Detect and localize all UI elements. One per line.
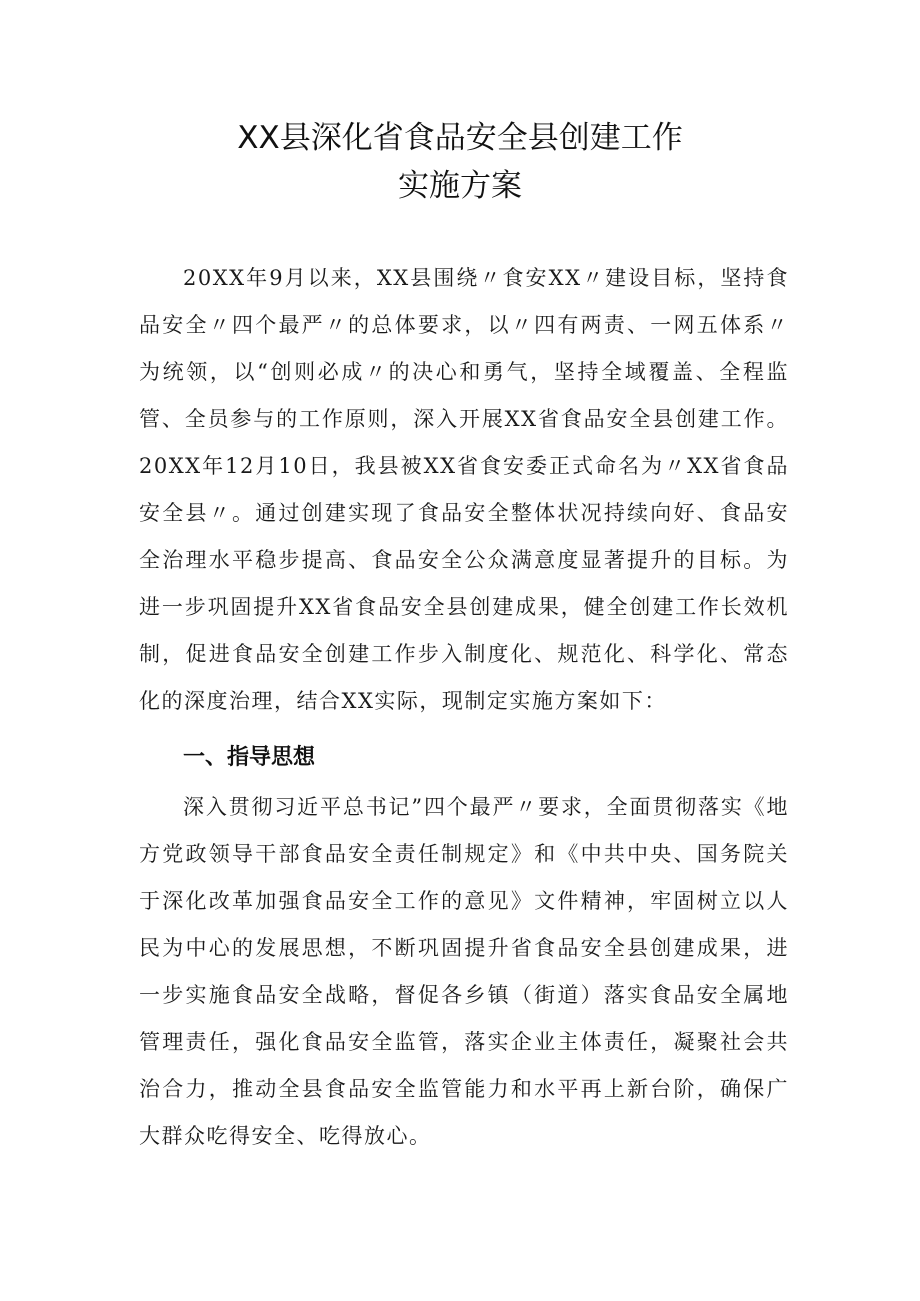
guiding-ideology-paragraph: 深入贯彻习近平总书记”四个最严〃要求，全面贯彻落实《地方党政领导干部食品安全责任制规定》和《中共中央、国务院关于深化改革加强食品安全工作的意见》文件精神，牢固树立以人民为中心的发展思想，不断巩固提升省食品安全县创建成果，进一步实施食品安全战略，督促各乡镇（街道）落实食品安全属地管理责任，强化食品安全监管，落实企业主体责任，凝聚社会共治合力，推动全县食品安全监管能力和水平再上新台阶，确保广大群众吃得安全、吃得放心。 [139, 795, 789, 1148]
document-title-line1: XX县深化省食品安全县创建工作 [237, 120, 683, 156]
document-title-line2: 实施方案 [398, 168, 522, 204]
intro-paragraph: 20XX年9月以来，XX县围绕〃食安XX〃建设目标，坚持食品安全〃四个最严〃的总体要求，以〃四有两责、一网五体系〃为统领，以“创则必成〃的决心和勇气，坚持全域覆盖、全程监管、全员参与的工作原则，深入开展XX省食品安全县创建工作。20XX年12月10日，我县被XX省食安委正式命名为〃XX省食品安全县〃。通过创建实现了食品安全整体状况持续向好、食品安全治理水平稳步提高、食品安全公众满意度显著提升的目标。为进一步巩固提升XX省食品安全县创建成果，健全创建工作长效机制，促进食品安全创建工作步入制度化、规范化、科学化、常态化的深度治理，结合XX实际，现制定实施方案如下： [139, 266, 789, 713]
section-heading-guiding-ideology: 一、指导思想 [183, 745, 316, 770]
